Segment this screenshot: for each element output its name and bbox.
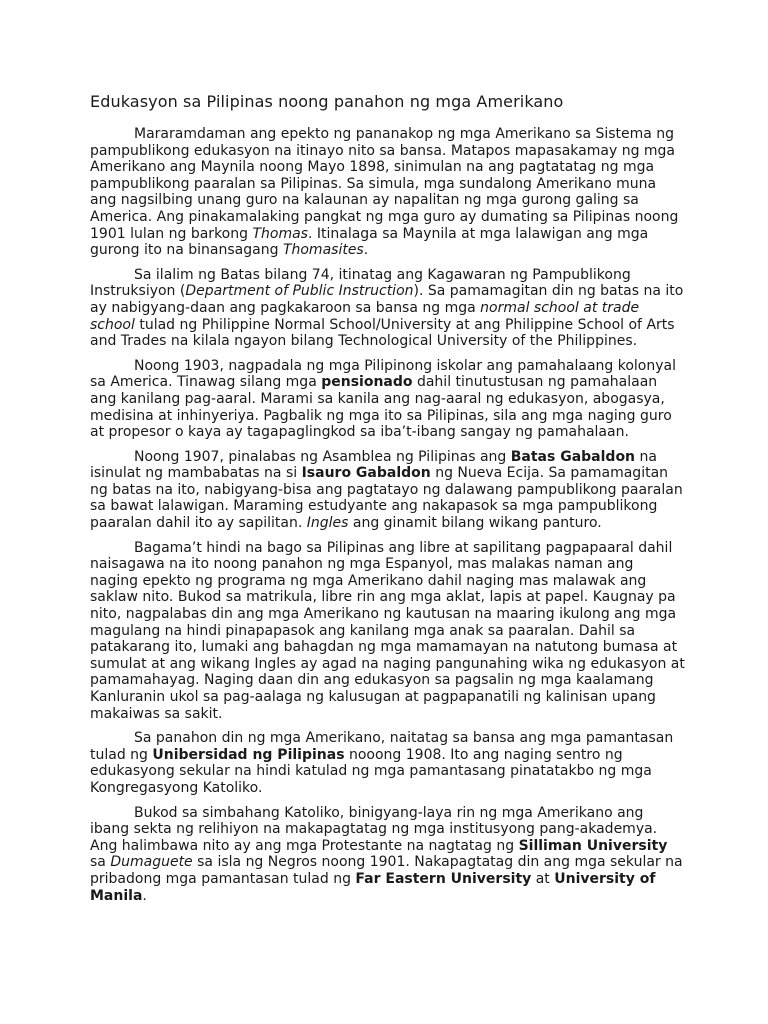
- bold-text: Unibersidad ng Pilipinas: [152, 746, 345, 763]
- text-segment: .: [363, 242, 369, 259]
- paragraph: [90, 126, 685, 259]
- paragraph: [90, 449, 685, 532]
- text-segment: tulad ng Philippine Normal School/University at ang Philippine School of Arts and Trades na kilala ngayon bilang Technological University of the Philippines.: [90, 316, 675, 350]
- bold-text: University of Manila: [90, 870, 656, 904]
- document-page: [90, 92, 685, 912]
- text-segment: .: [142, 887, 147, 904]
- paragraph: [90, 267, 685, 350]
- text-segment: ). Sa pamamagitan din ng batas na ito ay nabigyang-daan ang pagkakaroon sa bansa ng mga: [90, 283, 684, 316]
- text-segment: Mararamdaman ang epekto ng pananakop ng mga Amerikano sa Sistema ng pampublikong edukasyon na itinayo nito sa bansa. Matapos mapasakamay ng mga Amerikano ang Maynila noong Mayo 1898, sinimulan na ang pagtatatag ng mga pampublikong paaralan sa Pilipinas. Sa simula, mga sundalong Amerikano muna ang nagsilbing unang guro na kalaunan ay napalitan ng mga gurong galing sa America. Ang pinakamalaking pangkat ng mga guro ay dumating sa Pilipinas noong 1901 lulan ng barkong: [90, 126, 679, 242]
- bold-text: Far Eastern University: [355, 870, 532, 887]
- paragraph: [90, 805, 685, 905]
- italic-text: Thomasites: [282, 242, 364, 259]
- text-segment: Bagama’t hindi na bago sa Pilipinas ang libre at sapilitang pagpapaaral dahil naisagawa na ito noong panahon ng mga Espanyol, mas malakas naman ang naging epekto ng programa ng mga Amerikano dahil naging mas malawak ang saklaw nito. Bukod sa matrikula, libre rin ang mga aklat, lapis at papel. Kaugnay pa nito, nagpalabas din ang mga Amerikano ng kautusan na maaring ikulong ang mga magulang na hindi pinapapasok ang kanilang mga anak sa paaralan. Dahil sa patakarang ito, lumaki ang bahagdan ng mga mamamayan na natutong bumasa at sumulat at ang wikang Ingles ay agad na naging pangunahing wika ng edukasyon at pamamahayag. Naging daan din ang edukasyon sa pagsalin ng mga kaalamang Kanluranin ukol sa pag-aalaga ng kalusugan at pagpapanatili ng kalinisan upang makaiwas sa sakit.: [90, 539, 685, 722]
- text-segment: Noong 1907, pinalabas ng Asamblea ng Pilipinas ang: [134, 448, 511, 465]
- italic-text: Dumaguete: [110, 854, 193, 871]
- italic-text: Thomas: [252, 225, 308, 242]
- text-segment: Bukod sa simbahang Katoliko, binigyang-laya rin ng mga Amerikano ang ibang sekta ng relihiyon na makapagtatag ng mga institusyong pang-akademya. Ang halimbawa nito ay ang mga Protestante na nagtatag ng: [90, 804, 658, 854]
- text-segment: sa: [90, 854, 111, 871]
- text-segment: dahil tinutustusan ng pamahalaan ang kanilang pag-aaral. Marami sa kanila ang nag-aaral ng edukasyon, abogasya, medisina at inhinyeriya. Pagbalik ng mga ito sa Pilipinas, sila ang mga naging guro at propesor o kaya ay tagapaglingkod sa iba’t-ibang sangay ng pamahalaan.: [90, 374, 672, 441]
- text-segment: ang ginamit bilang wikang panturo.: [348, 515, 602, 532]
- bold-text: Batas Gabaldon: [510, 448, 636, 465]
- italic-text: normal school at trade school: [90, 299, 640, 333]
- italic-text: Ingles: [306, 515, 349, 532]
- bold-text: pensionado: [321, 374, 413, 391]
- paragraph: [90, 730, 685, 796]
- text-segment: ng Nueva Ecija. Sa pamamagitan ng batas na ito, nabigyang-bisa ang pagtatayo ng dalawang pampublikong paaralan sa bawat lalawigan. Maraming estudyante ang nakapasok sa mga pampublikong paaralan dahil ito ay sapilitan.: [90, 465, 683, 532]
- document-body: [90, 126, 685, 904]
- bold-text: Silliman University: [518, 837, 668, 854]
- text-segment: Sa ilalim ng Batas bilang 74, itinatag ang Kagawaran ng Pampublikong Instruksiyon (: [90, 266, 631, 300]
- text-segment: Sa panahon din ng mga Amerikano, naitatag sa bansa ang mga pamantasan tulad ng: [90, 730, 674, 763]
- text-segment: sa isla ng Negros noong 1901. Nakapagtatag din ang mga sekular na pribadong mga pamantasan tulad ng: [90, 854, 683, 887]
- text-segment: . Itinalaga sa Maynila at mga lalawigan ang mga gurong ito na binansagang: [90, 225, 649, 259]
- text-segment: na isinulat ng mambabatas na si: [90, 448, 657, 482]
- text-segment: Noong 1903, nagpadala ng mga Pilipinong iskolar ang pamahalaang kolonyal sa America. Tinawag silang mga: [90, 357, 676, 391]
- paragraph: [90, 358, 685, 441]
- bold-text: Isauro Gabaldon: [301, 465, 431, 482]
- paragraph: [90, 540, 685, 723]
- document-title: Edukasyon sa Pilipinas noong panahon ng mga Amerikano: [90, 92, 564, 111]
- text-segment: nooong 1908. Ito ang naging sentro ng edukasyong sekular na hindi katulad ng mga pamantasang pinatatakbo ng mga Kongregasyong Katoliko.: [90, 746, 652, 796]
- italic-text: Department of Public Instruction: [185, 283, 414, 300]
- text-segment: at: [531, 870, 555, 887]
